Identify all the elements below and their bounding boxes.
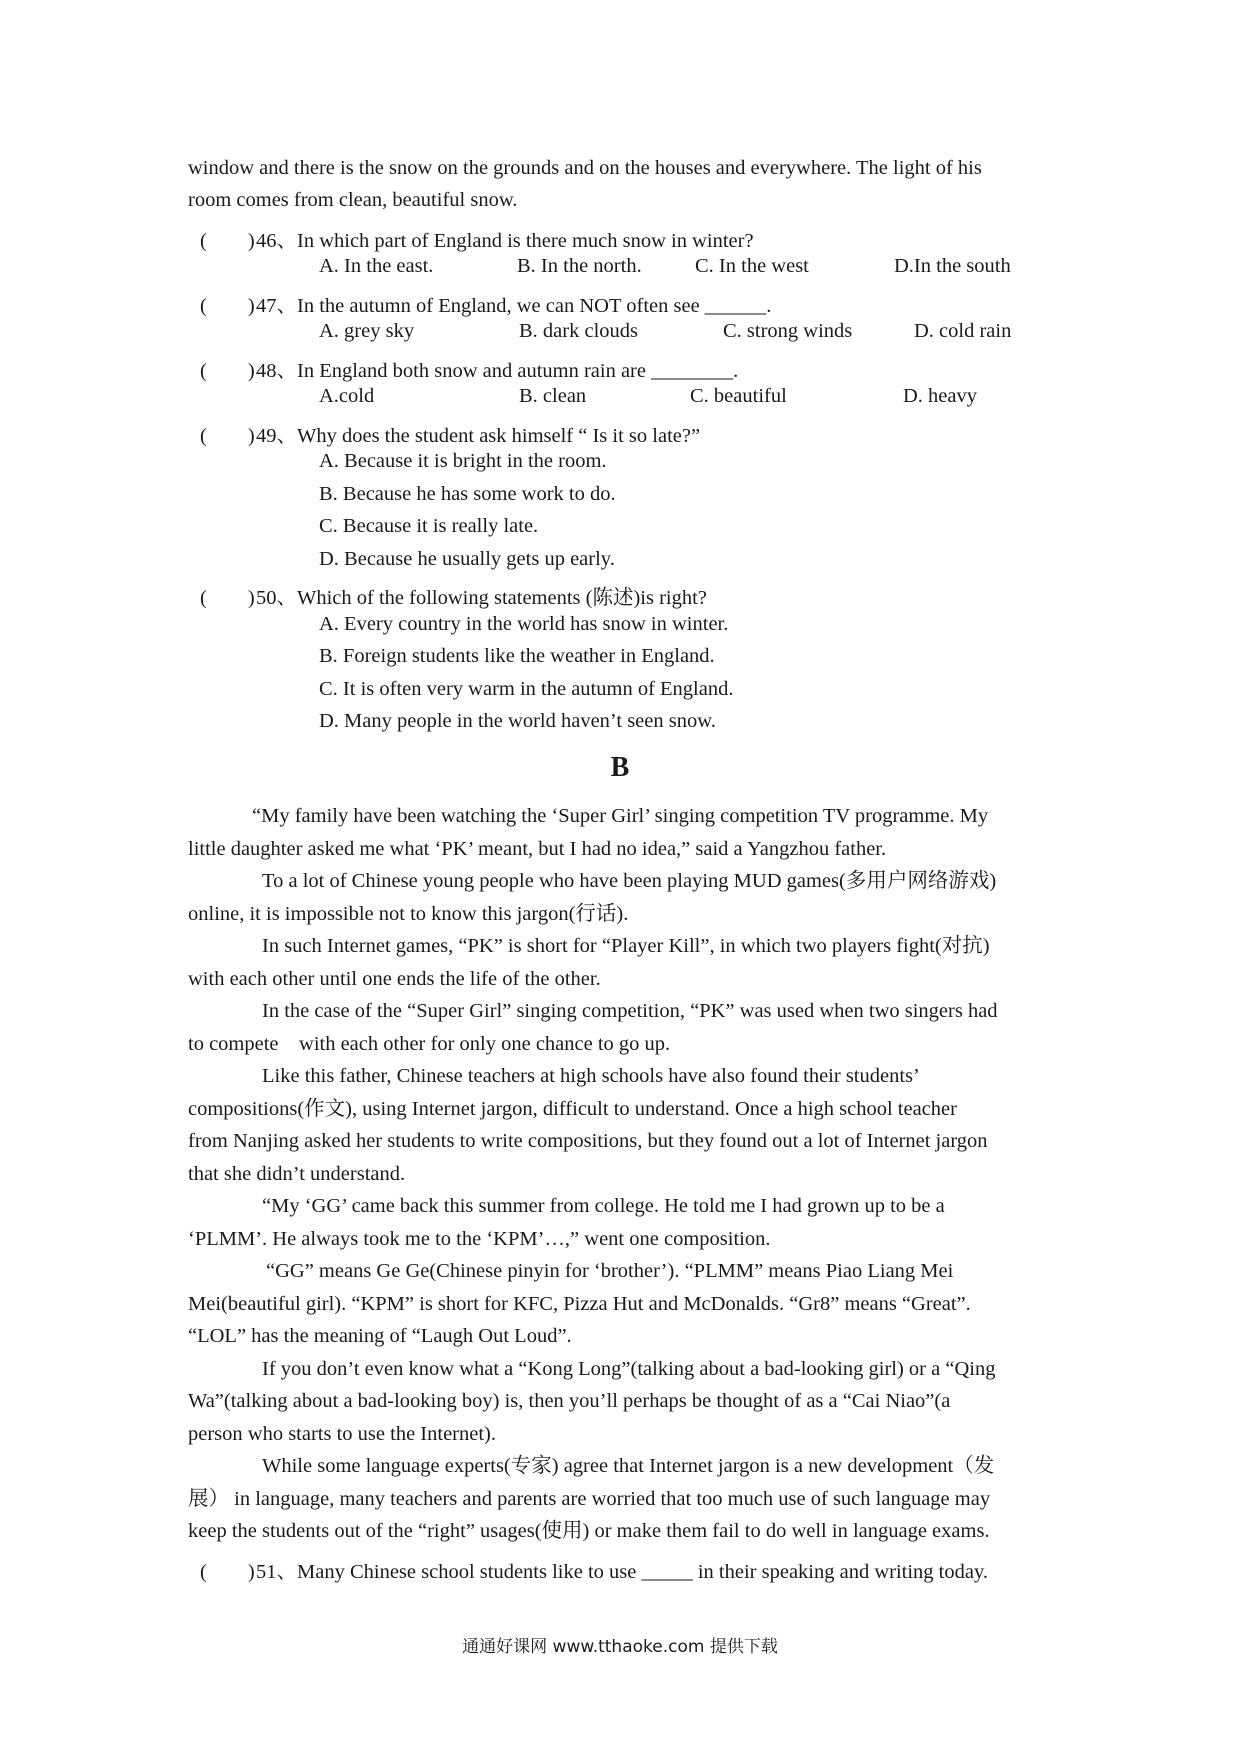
question-text: 51、Many Chinese school students like to use _____ in their speaking and writing today. (256, 1561, 989, 1583)
option: A. grey sky (319, 320, 415, 342)
option: A. Because it is bright in the room. (319, 450, 607, 472)
passage-line: to compete with each other for only one chance to go up. (188, 1033, 671, 1055)
answer-blank: ( ) (200, 360, 255, 382)
option: C. beautiful (690, 385, 787, 407)
option: A. Every country in the world has snow in winter. (319, 613, 729, 635)
option: C. Because it is really late. (319, 515, 539, 537)
option: C. It is often very warm in the autumn of England. (319, 678, 734, 700)
answer-blank: ( ) (200, 1561, 255, 1583)
option: D. Because he usually gets up early. (319, 548, 615, 570)
passage-line: from Nanjing asked her students to write compositions, but they found out a lot of Internet jargon (188, 1130, 988, 1152)
answer-blank: ( ) (200, 230, 255, 252)
section-heading: B (610, 752, 630, 783)
passage-line: In such Internet games, “PK” is short for “Player Kill”, in which two players fight(对抗) (262, 935, 990, 957)
option: B. In the north. (517, 255, 642, 277)
option: D. heavy (903, 385, 978, 407)
passage-line: “My family have been watching the ‘Super Girl’ singing competition TV programme. My (252, 805, 989, 827)
question-text: 49、Why does the student ask himself “ Is it so late?” (256, 425, 701, 447)
option: D.In the south (894, 255, 1011, 277)
option: B. Foreign students like the weather in England. (319, 645, 715, 667)
question-text: 46、In which part of England is there much snow in winter? (256, 230, 754, 252)
passage-line: To a lot of Chinese young people who have been playing MUD games(多用户网络游戏) (262, 870, 997, 892)
option: B. dark clouds (519, 320, 638, 342)
answer-blank: ( ) (200, 587, 255, 609)
option: A.cold (319, 385, 375, 407)
page-footer: 通通好课网 www.tthaoke.com 提供下载 (462, 1637, 778, 1657)
passage-line: that she didn’t understand. (188, 1163, 406, 1185)
intro-line: room comes from clean, beautiful snow. (188, 189, 518, 211)
option: C. strong winds (723, 320, 853, 342)
passage-line: Like this father, Chinese teachers at high schools have also found their students’ (262, 1065, 920, 1087)
passage-line: with each other until one ends the life of the other. (188, 968, 601, 990)
answer-blank: ( ) (200, 425, 255, 447)
passage-line: keep the students out of the “right” usages(使用) or make them fail to do well in language exams. (188, 1520, 990, 1542)
question-text: 50、Which of the following statements (陈述)is right? (256, 587, 707, 609)
passage-line: little daughter asked me what ‘PK’ meant, but I had no idea,” said a Yangzhou father. (188, 838, 887, 860)
option: D. Many people in the world haven’t seen snow. (319, 710, 716, 732)
passage-line: Mei(beautiful girl). “KPM” is short for KFC, Pizza Hut and McDonalds. “Gr8” means “Great”. (188, 1293, 971, 1315)
passage-line: In the case of the “Super Girl” singing competition, “PK” was used when two singers had (262, 1000, 998, 1022)
option: A. In the east. (319, 255, 434, 277)
passage-line: online, it is impossible not to know this jargon(行话). (188, 903, 629, 925)
passage-line: While some language experts(专家) agree that Internet jargon is a new development（发 (262, 1455, 995, 1477)
passage-line: “My ‘GG’ came back this summer from college. He told me I had grown up to be a (262, 1195, 945, 1217)
question-text: 47、In the autumn of England, we can NOT often see ______. (256, 295, 772, 317)
option: B. clean (519, 385, 587, 407)
option: D. cold rain (914, 320, 1012, 342)
passage-line: If you don’t even know what a “Kong Long”(talking about a bad-looking girl) or a “Qing (262, 1358, 996, 1380)
answer-blank: ( ) (200, 295, 255, 317)
question-text: 48、In England both snow and autumn rain are ________. (256, 360, 739, 382)
passage-line: “LOL” has the meaning of “Laugh Out Loud”. (188, 1325, 572, 1347)
option: C. In the west (695, 255, 809, 277)
passage-line: compositions(作文), using Internet jargon, difficult to understand. Once a high school teacher (188, 1098, 957, 1120)
passage-line: ‘PLMM’. He always took me to the ‘KPM’…,” went one composition. (188, 1228, 771, 1250)
passage-line: “GG” means Ge Ge(Chinese pinyin for ‘brother’). “PLMM” means Piao Liang Mei (266, 1260, 954, 1282)
passage-line: person who starts to use the Internet). (188, 1423, 496, 1445)
passage-line: 展） in language, many teachers and parents are worried that too much use of such language may (188, 1488, 991, 1510)
option: B. Because he has some work to do. (319, 483, 616, 505)
passage-line: Wa”(talking about a bad-looking boy) is, then you’ll perhaps be thought of as a “Cai Niao”(a (188, 1390, 951, 1412)
intro-line: window and there is the snow on the grounds and on the houses and everywhere. The light of his (188, 157, 982, 179)
